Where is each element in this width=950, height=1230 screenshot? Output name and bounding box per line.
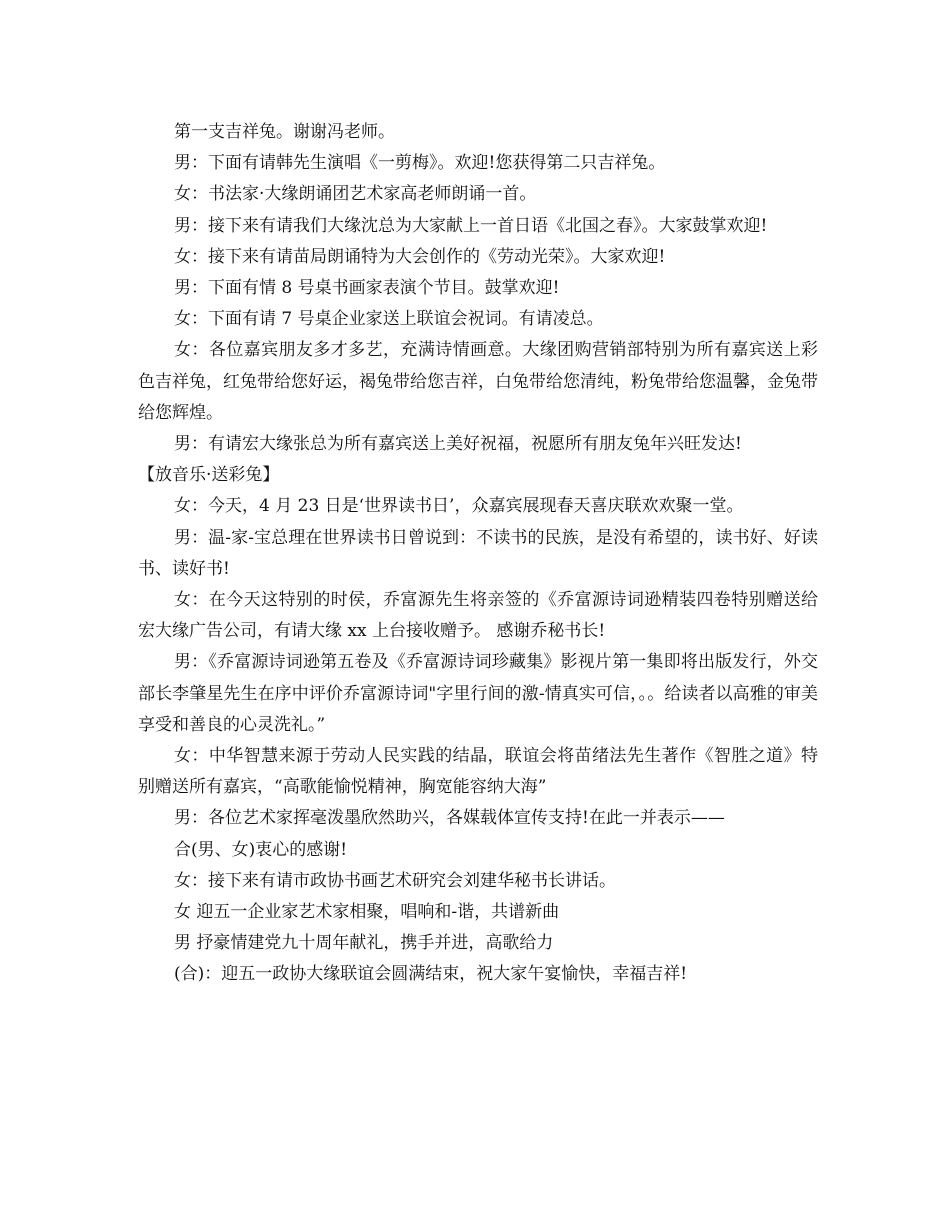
paragraph-9: 男：有请宏大缘张总为所有嘉宾送上美好祝福，祝愿所有朋友兔年兴旺发达! xyxy=(174,434,742,455)
paragraph-4: 男：接下来有请我们大缘沈总为大家献上一首日语《北国之春》。大家鼓掌欢迎! xyxy=(174,215,768,236)
paragraph-19: 女 迎五一企业家艺术家相聚，唱响和-谐，共谱新曲 xyxy=(174,902,560,923)
paragraph-6: 男：下面有情 8 号桌书画家表演个节目。鼓掌欢迎! xyxy=(174,278,560,299)
paragraph-5: 女：接下来有请苗局朗诵特为大会创作的《劳动光荣》。大家欢迎! xyxy=(174,246,666,267)
paragraph-7: 女：下面有请 7 号桌企业家送上联谊会祝词。有请凌总。 xyxy=(174,309,604,330)
paragraph-1: 第一支吉祥兔。谢谢冯老师。 xyxy=(174,122,395,142)
document-body xyxy=(138,117,818,991)
paragraph-14: 男：《乔富源诗词逊第五卷及《乔富源诗词珍藏集》影视片第一集即将出版发行，外交部长李肇星先生在序中评价乔富源诗词"字里行间的激-情真实可信，。。给读者以高雅的审美享受和善良的心灵洗礼。” xyxy=(138,652,818,735)
paragraph-11: 女：今天，4 月 23 日是‘世界读书日’，众嘉宾展现春天喜庆联欢欢聚一堂。 xyxy=(174,496,744,517)
paragraph-3: 女：书法家·大缘朗诵团艺术家高老师朗诵一首。 xyxy=(174,184,537,205)
paragraph-17: 合(男、女)衷心的感谢! xyxy=(174,839,348,860)
paragraph-2: 男：下面有请韩先生演唱《一剪梅》。欢迎!您获得第二只吉祥兔。 xyxy=(174,153,666,174)
stage-direction: 【放音乐·送彩兔】 xyxy=(138,465,280,486)
paragraph-18: 女：接下来有请市政协书画艺术研究会刘建华秘书长讲话。 xyxy=(174,870,616,891)
paragraph-16: 男：各位艺术家挥毫泼墨欣然助兴，各媒载体宣传支持!在此一并表示—— xyxy=(174,808,725,829)
paragraph-20: 男 抒豪情建党九十周年献礼，携手并进，高歌给力 xyxy=(174,933,554,954)
paragraph-15: 女：中华智慧来源于劳动人民实践的结晶，联谊会将苗绪法先生著作《智胜之道》特别赠送所有嘉宾，“高歌能愉悦精神，胸宽能容纳大海” xyxy=(138,746,818,798)
paragraph-12: 男：温-家-宝总理在世界读书日曾说到：不读书的民族，是没有希望的，读书好、好读书、读好书! xyxy=(138,527,818,579)
paragraph-8: 女：各位嘉宾朋友多才多艺，充满诗情画意。大缘团购营销部特别为所有嘉宾送上彩色吉祥兔，红兔带给您好运，褐兔带给您吉祥，白兔带给您清纯，粉兔带给您温馨，金兔带给您辉煌。 xyxy=(138,340,818,423)
paragraph-21: (合)：迎五一政协大缘联谊会圆满结束，祝大家午宴愉快，幸福吉祥! xyxy=(174,964,688,985)
paragraph-13: 女：在今天这特别的时侯，乔富源先生将亲签的《乔富源诗词逊精装四卷特别赠送给宏大缘广告公司，有请大缘 xx 上台接收赠予。 感谢乔秘书长! xyxy=(138,590,818,642)
